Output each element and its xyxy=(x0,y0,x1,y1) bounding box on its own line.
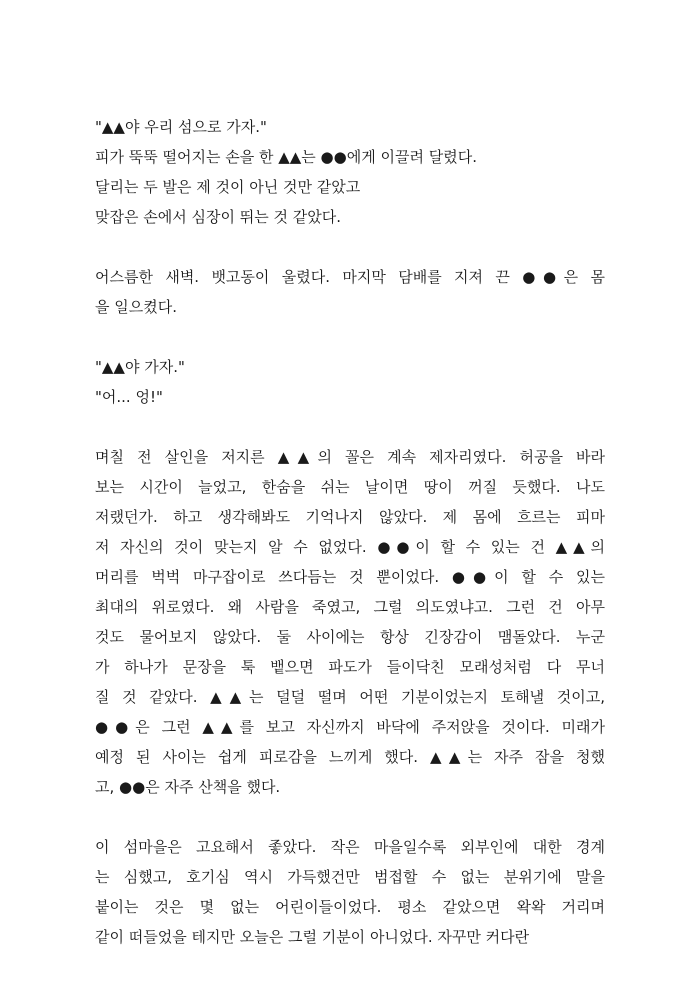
text-line: 가 하나가 문장을 툭 뱉으면 파도가 들이닥친 모래성처럼 다 무너 xyxy=(95,658,605,676)
paragraph xyxy=(95,352,605,412)
text-line: 것도 물어보지 않았다. 둘 사이에는 항상 긴장감이 맴돌았다. 누군 xyxy=(95,628,605,646)
text-line: 피가 뚝뚝 떨어지는 손을 한 ▲▲는 ●●에게 이끌려 달렸다. xyxy=(95,148,477,166)
text-line: 달리는 두 발은 제 것이 아닌 것만 같았고 xyxy=(95,178,361,196)
text-line: 어스름한 새벽. 뱃고동이 울렸다. 마지막 담배를 지져 끈 ●●은 몸 xyxy=(95,268,605,286)
text-line: 질 것 같았다. ▲▲는 덜덜 떨며 어떤 기분이었는지 토해낼 것이고, xyxy=(95,688,605,706)
paragraph xyxy=(95,832,605,952)
paragraph-gap xyxy=(95,232,605,262)
text-line: "▲▲야 우리 섬으로 가자." xyxy=(95,118,267,136)
text-line: 며칠 전 살인을 저지른 ▲▲의 꼴은 계속 제자리였다. 허공을 바라 xyxy=(95,448,605,466)
text-line: 붙이는 것은 몇 없는 어린이들이었다. 평소 같았으면 왁왁 거리며 xyxy=(95,898,605,916)
text-line: "▲▲야 가자." xyxy=(95,358,185,376)
text-line: 예정 된 사이는 쉽게 피로감을 느끼게 했다. ▲▲는 자주 잠을 청했 xyxy=(95,748,605,766)
text-line: 는 심했고, 호기심 역시 가득했건만 범접할 수 없는 분위기에 말을 xyxy=(95,868,605,886)
body-text xyxy=(95,112,605,952)
paragraph-gap xyxy=(95,322,605,352)
text-line: 고, ●●은 자주 산책을 했다. xyxy=(95,778,281,796)
paragraph xyxy=(95,112,605,232)
paragraph-gap xyxy=(95,802,605,832)
text-line: 머리를 벅벅 마구잡이로 쓰다듬는 것 뿐이었다. ●●이 할 수 있는 xyxy=(95,568,605,586)
text-line: 저 자신의 것이 맞는지 알 수 없었다. ●●이 할 수 있는 건 ▲▲의 xyxy=(95,538,605,556)
text-line: 맞잡은 손에서 심장이 뛰는 것 같았다. xyxy=(95,208,341,226)
paragraph-gap xyxy=(95,412,605,442)
text-line: "어... 엉!" xyxy=(95,388,163,406)
text-line: 저랬던가. 하고 생각해봐도 기억나지 않았다. 제 몸에 흐르는 피마 xyxy=(95,508,605,526)
text-line: 이 섬마을은 고요해서 좋았다. 작은 마을일수록 외부인에 대한 경계 xyxy=(95,838,605,856)
text-line: 을 일으켰다. xyxy=(95,298,177,316)
text-line: 같이 떠들었을 테지만 오늘은 그럴 기분이 아니었다. 자꾸만 커다란 xyxy=(95,928,530,946)
text-line: ●●은 그런 ▲▲를 보고 자신까지 바닥에 주저앉을 것이다. 미래가 xyxy=(95,718,605,736)
text-line: 최대의 위로였다. 왜 사람을 죽였고, 그럴 의도였냐고. 그런 건 아무 xyxy=(95,598,605,616)
paragraph xyxy=(95,262,605,322)
text-line: 보는 시간이 늘었고, 한숨을 쉬는 날이면 땅이 꺼질 듯했다. 나도 xyxy=(95,478,605,496)
paragraph xyxy=(95,442,605,802)
